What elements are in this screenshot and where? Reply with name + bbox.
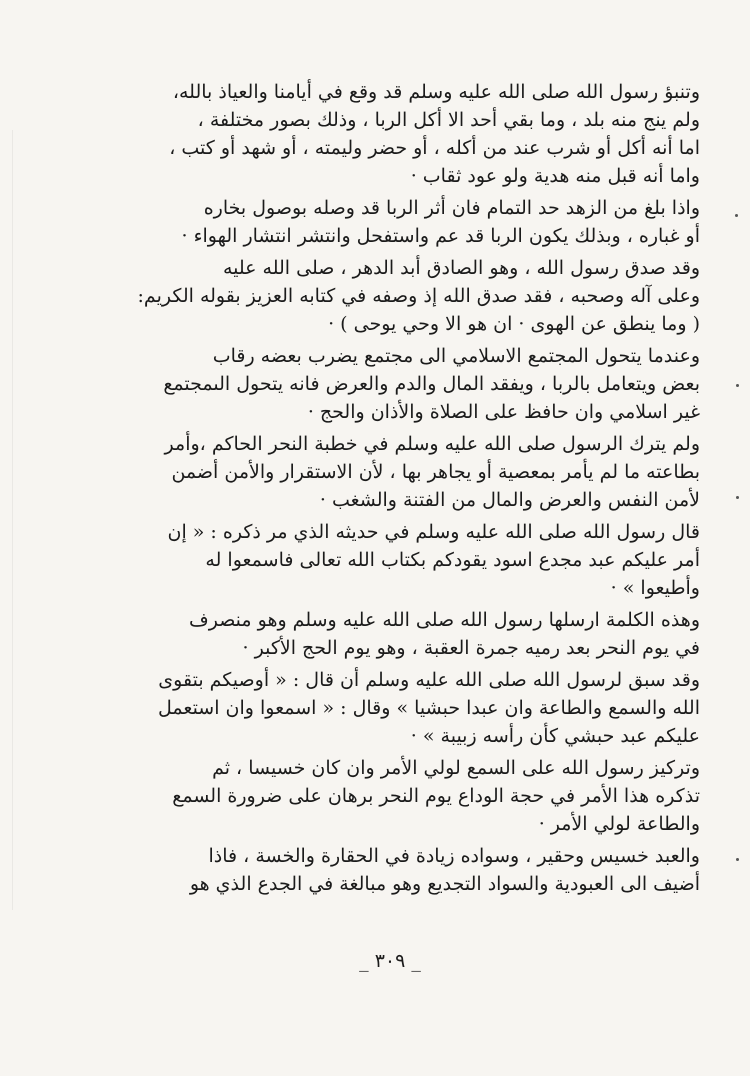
text-line: قال رسول الله صلى الله عليه وسلم في حديثه الذي مر ذكره : « إن bbox=[167, 521, 700, 543]
text-line: وعندما يتحول المجتمع الاسلامي الى مجتمع يضرب بعضه رقاب bbox=[212, 345, 700, 367]
margin-speck bbox=[736, 384, 739, 387]
page-number: _ ٣٠٩ _ bbox=[359, 950, 421, 972]
paragraph bbox=[96, 754, 700, 838]
paragraph bbox=[96, 842, 700, 898]
paragraph bbox=[96, 78, 700, 190]
text-line: أمر عليكم عبد مجدع اسود يقودكم بكتاب الله تعالى فاسمعوا له bbox=[205, 549, 700, 571]
text-line: عليكم عبد حبشي كأن رأسه زبيبة » · bbox=[410, 725, 700, 747]
text-line: والطاعة لولي الأمر · bbox=[538, 813, 700, 835]
text-line: وتنبؤ رسول الله صلى الله عليه وسلم قد وقع في أيامنا والعياذ بالله، bbox=[172, 81, 700, 103]
text-line: اما أنه أكل أو شرب عند من أكله ، أو حضر وليمته ، أو شهد أو كتب ، bbox=[169, 137, 700, 159]
text-line: واما أنه قبل منه هدية ولو عود ثقاب · bbox=[410, 165, 700, 187]
margin-speck bbox=[736, 496, 739, 499]
paragraph bbox=[96, 254, 700, 338]
paragraph bbox=[96, 342, 700, 426]
text-line: بعض ويتعامل بالربا ، ويفقد المال والدم والعرض فانه يتحول الىمجتمع bbox=[163, 373, 700, 395]
paragraph bbox=[96, 518, 700, 602]
paragraph bbox=[96, 194, 700, 250]
text-line: واذا بلغ من الزهد حد التمام فان أثر الربا قد وصله بوصول بخاره bbox=[203, 197, 700, 219]
text-line: تذكره هذا الأمر في حجة الوداع يوم النحر برهان على ضرورة السمع bbox=[172, 785, 700, 807]
text-line: ولم يترك الرسول صلى الله عليه وسلم في خطبة النحر الحاكم ،وأمر bbox=[164, 433, 700, 455]
text-line: وقد صدق رسول الله ، وهو الصادق أبد الدهر ، صلى الله عليه bbox=[222, 257, 700, 279]
text-line: في يوم النحر بعد رميه جمرة العقبة ، وهو يوم الحج الأكبر · bbox=[242, 637, 700, 659]
paragraph bbox=[96, 430, 700, 514]
text-line: لأمن النفس والعرض والمال من الفتنة والشغب · bbox=[319, 489, 700, 511]
page-body-text bbox=[96, 78, 700, 902]
text-line: غير اسلامي وان حافظ على الصلاة والأذان والحج · bbox=[307, 401, 700, 423]
margin-speck bbox=[735, 214, 738, 217]
text-line: أضيف الى العبودية والسواد التجديع وهو مبالغة في الجدع الذي هو bbox=[189, 873, 700, 895]
text-line: وأطيعوا » · bbox=[610, 577, 700, 599]
text-line: وتركيز رسول الله على السمع لولي الأمر وان كان خسيسا ، ثم bbox=[212, 757, 700, 779]
text-line: الله والسمع والطاعة وان عبدا حبشيا » وقال : « اسمعوا وان استعمل bbox=[158, 697, 700, 719]
text-line: بطاعته ما لم يأمر بمعصية أو يجاهر بها ، لأن الاستقرار والأمن أضمن bbox=[171, 461, 700, 483]
text-line: أو غباره ، وبذلك يكون الربا قد عم واستفحل وانتشر انتشار الهواء · bbox=[181, 225, 700, 247]
paragraph bbox=[96, 666, 700, 750]
text-line: والعبد خسيس وحقير ، وسواده زيادة في الحقارة والخسة ، فاذا bbox=[208, 845, 700, 867]
text-line: وقد سبق لرسول الله صلى الله عليه وسلم أن قال : « أوصيكم بتقوى bbox=[158, 669, 700, 691]
margin-speck bbox=[736, 858, 739, 861]
text-line: وعلى آله وصحبه ، فقد صدق الله إذ وصفه في كتابه العزيز بقوله الكريم: bbox=[137, 285, 700, 307]
text-line: وهذه الكلمة ارسلها رسول الله صلى الله عليه وسلم وهو منصرف bbox=[189, 609, 700, 631]
text-line: ولم ينج منه بلد ، وما بقي أحد الا أكل الربا ، وذلك بصور مختلفة ، bbox=[197, 109, 700, 131]
page-edge-shadow bbox=[12, 130, 13, 910]
quran-verse-line: ( وما ينطق عن الهوى · ان هو الا وحي يوحى ) · bbox=[328, 313, 700, 335]
paragraph bbox=[96, 606, 700, 662]
